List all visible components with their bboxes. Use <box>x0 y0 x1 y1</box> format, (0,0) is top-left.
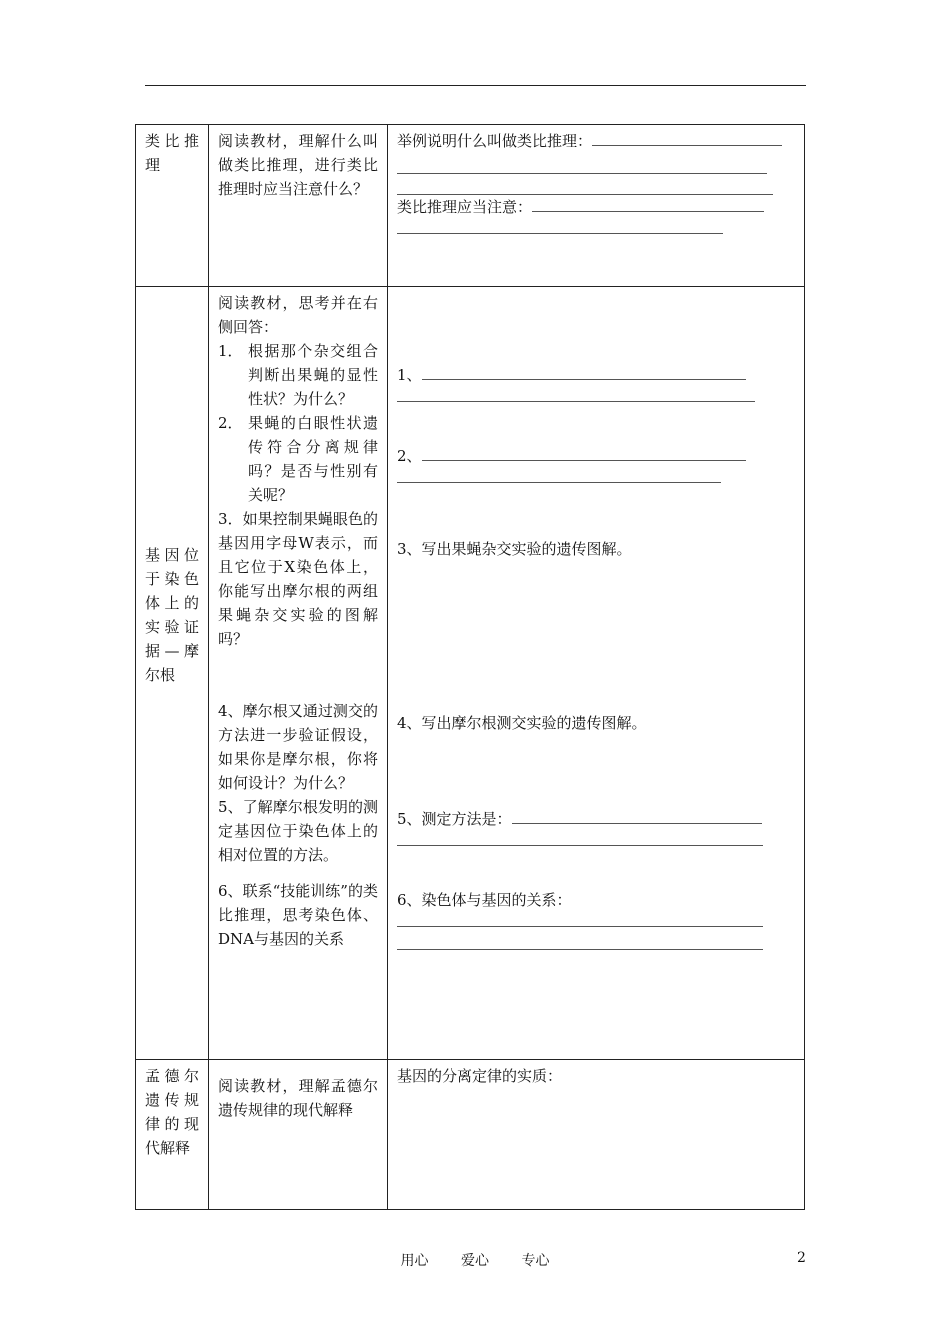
topic-cell: 基因位于染色体上的实验证据—摩尔根 <box>136 287 209 1060</box>
task-item-4: 4、摩尔根又通过测交的方法进一步验证假设，如果你是摩尔根，你将如何设计？为什么？ <box>218 702 378 792</box>
answer-blank[interactable] <box>397 153 767 174</box>
answer-blank[interactable] <box>422 365 746 380</box>
answer-prompt: 3、写出果蝇杂交实验的遗传图解。 <box>397 540 632 558</box>
table-row <box>136 1060 805 1210</box>
page-number: 2 <box>797 1250 806 1266</box>
answer-cell: 基因的分离定律的实质： <box>388 1060 805 1210</box>
answer-prompt: 类比推理应当注意： <box>397 198 533 216</box>
table-row <box>136 287 805 1060</box>
topic-cell: 类比推理 <box>136 125 209 287</box>
answer-label: 5、测定方法是： <box>397 810 512 828</box>
answer-blank[interactable] <box>512 809 762 824</box>
task-item-1: 1． 根据那个杂交组合判断出果蝇的显性性状？为什么？ <box>218 342 378 408</box>
task-intro: 阅读教材，思考并在右侧回答： <box>218 294 378 336</box>
task-item-2: 2． 果蝇的白眼性状遗传符合分离规律吗？是否与性别有关呢？ <box>218 414 378 504</box>
answer-blank[interactable] <box>397 468 721 483</box>
answer-blank[interactable] <box>592 131 782 146</box>
header-rule <box>145 85 806 86</box>
task-item-6: 6、联系“技能训练”的类比推理，思考染色体、DNA与基因的关系 <box>218 882 378 948</box>
answer-blank[interactable] <box>397 912 763 927</box>
answer-blank[interactable] <box>397 219 723 234</box>
task-cell: 阅读教材，理解什么叫做类比推理，进行类比推理时应当注意什么？ <box>209 125 388 287</box>
task-item-3: 3．如果控制果蝇眼色的基因用字母W表示，而且它位于X染色体上，你能写出摩尔根的两组果蝇杂交实验的图解吗？ <box>218 510 378 648</box>
footer-item: 用心 <box>400 1253 429 1269</box>
answer-blank[interactable] <box>422 446 746 461</box>
task-cell: 阅读教材，理解孟德尔遗传规律的现代解释 <box>209 1060 388 1210</box>
table-row <box>136 125 805 287</box>
task-item-5: 5、了解摩尔根发明的测定基因位于染色体上的相对位置的方法。 <box>218 798 378 864</box>
footer-item: 爱心 <box>461 1253 489 1269</box>
answer-label: 2、 <box>397 447 422 465</box>
answer-prompt: 6、染色体与基因的关系： <box>397 891 572 909</box>
answer-prompt: 4、写出摩尔根测交实验的遗传图解。 <box>397 714 647 732</box>
study-table <box>135 124 805 1210</box>
topic-cell: 孟德尔遗传规律的现代解释 <box>136 1060 209 1210</box>
footer-item: 专心 <box>521 1253 550 1269</box>
task-cell <box>209 287 388 1060</box>
answer-blank[interactable] <box>397 387 755 402</box>
answer-blank[interactable] <box>532 197 764 212</box>
footer <box>0 1250 950 1270</box>
answer-blank[interactable] <box>397 831 763 846</box>
answer-prompt: 举例说明什么叫做类比推理： <box>397 132 593 150</box>
answer-label: 1、 <box>397 366 422 384</box>
answer-cell <box>388 287 805 1060</box>
answer-blank[interactable] <box>397 927 763 950</box>
answer-blank[interactable] <box>397 174 773 195</box>
answer-cell <box>388 125 805 287</box>
